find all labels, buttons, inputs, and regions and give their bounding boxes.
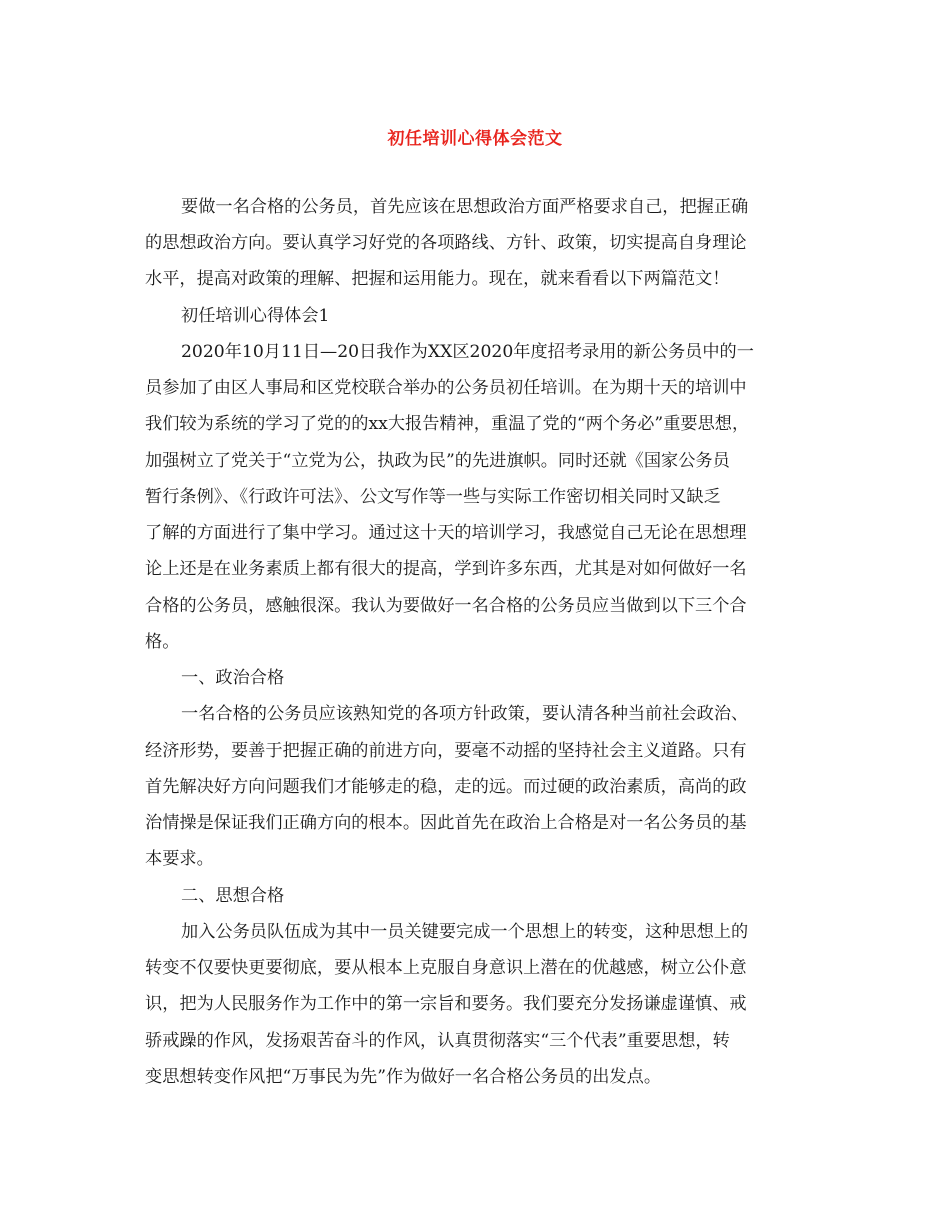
text-line: 经济形势，要善于把握正确的前进方向，要毫不动摇的坚持社会主义道路。只有 [145, 741, 747, 761]
text-line: 变思想转变作风把“万事民为先”作为做好一名合格公务员的出发点。 [145, 1067, 662, 1087]
text-line: 首先解决好方向问题我们才能够走的稳，走的远。而过硬的政治素质，高尚的政 [145, 777, 747, 797]
document-title: 初任培训心得体会范文 [387, 129, 563, 149]
text-line: 要做一名合格的公务员，首先应该在思想政治方面严格要求自己，把握正确 [181, 197, 749, 217]
text-line: 暂行条例》、《行政许可法》、公文写作等一些与实际工作密切相关同时又缺乏 [145, 487, 721, 507]
text-line: 本要求。 [145, 849, 214, 869]
text-line: 了解的方面进行了集中学习。通过这十天的培训学习，我感觉自己无论在思想理 [145, 523, 747, 543]
text-line: 一名合格的公务员应该熟知党的各项方针政策，要认清各种当前社会政治、 [181, 704, 749, 724]
text-line: 识，把为人民服务作为工作中的第一宗旨和要务。我们要充分发扬谦虚谨慎、戒 [145, 994, 747, 1014]
text-line: 2020年10月11日—20日我作为XX区2020年度招考录用的新公务员中的一 [181, 342, 754, 362]
section-heading: 初任培训心得体会1 [181, 306, 330, 326]
text-line: 转变不仅要快更要彻底，要从根本上克服自身意识上潜在的优越感，树立公仆意 [145, 958, 747, 978]
section-heading: 一、政治合格 [181, 668, 285, 688]
text-line: 治情操是保证我们正确方向的根本。因此首先在政治上合格是对一名公务员的基 [145, 813, 747, 833]
text-line: 加入公务员队伍成为其中一员关键要完成一个思想上的转变，这种思想上的 [181, 922, 749, 942]
section-heading: 二、思想合格 [181, 886, 285, 906]
text-line: 员参加了由区人事局和区党校联合举办的公务员初任培训。在为期十天的培训中 [145, 378, 747, 398]
text-line: 论上还是在业务素质上都有很大的提高，学到许多东西，尤其是对如何做好一名 [145, 559, 747, 579]
text-line: 我们较为系统的学习了党的的xx大报告精神，重温了党的“两个务必”重要思想， [145, 414, 750, 434]
text-line: 加强树立了党关于“立党为公，执政为民”的先进旗帜。同时还就《国家公务员 [145, 451, 730, 471]
text-line: 骄戒躁的作风，发扬艰苦奋斗的作风，认真贯彻落实“三个代表”重要思想，转 [145, 1031, 730, 1051]
text-line: 合格的公务员，感触很深。我认为要做好一名合格的公务员应当做到以下三个合 [145, 596, 747, 616]
text-line: 格。 [145, 632, 180, 652]
text-line: 水平，提高对政策的理解、把握和运用能力。现在，就来看看以下两篇范文！ [145, 269, 730, 289]
text-line: 的思想政治方向。要认真学习好党的各项路线、方针、政策，切实提高自身理论 [145, 233, 747, 253]
